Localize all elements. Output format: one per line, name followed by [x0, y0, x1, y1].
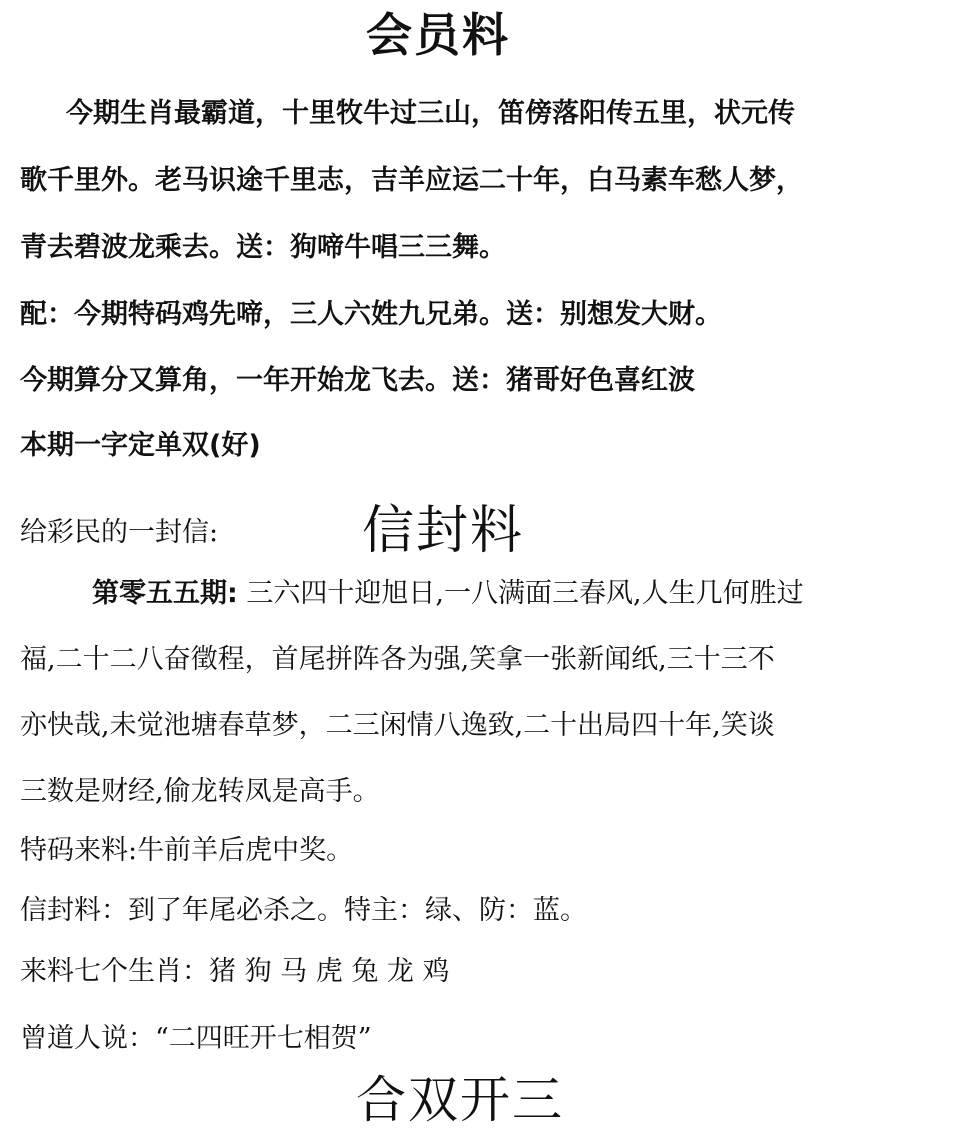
section2-line-1: [92, 580, 804, 607]
section2-line-6: 信封料：到了年尾必杀之。特主：绿、防：蓝。: [20, 895, 587, 926]
issue-label: 第零五五期:: [92, 578, 238, 609]
section1-line-2: 歌千里外。老马识途千里志，吉羊应运二十年，白马素车愁人梦，: [20, 165, 803, 196]
title-member-material: 会员料: [366, 8, 510, 62]
section1-line-3: 青去碧波龙乘去。送：狗啼牛唱三三舞。: [20, 232, 506, 263]
section2-line-5: 特码来料:牛前羊后虎中奖。: [20, 835, 354, 866]
letter-label: 给彩民的一封信:: [20, 517, 219, 548]
section1-line-6: 本期一字定单双(好): [20, 430, 261, 461]
section2-line-1-text: 三六四十迎旭日,一八满面三春风,人生几何胜过: [246, 578, 804, 609]
section2-line-3: 亦快哉,未觉池塘春草梦，二三闲情八逸致,二十出局四十年,笑谈: [20, 710, 775, 741]
title-envelope-material: 信封料: [362, 501, 525, 561]
title-footer: 合双开三: [356, 1071, 564, 1129]
section1-line-5: 今期算分又算角，一年开始龙飞去。送：猪哥好色喜红波: [20, 365, 695, 396]
section1-line-1: 今期生肖最霸道，十里牧牛过三山，笛傍落阳传五里，状元传: [66, 98, 795, 129]
section2-line-7: 来料七个生肖：猪 狗 马 虎 兔 龙 鸡: [20, 956, 450, 987]
section1-line-4: 配：今期特码鸡先啼，三人六姓九兄弟。送：别想发大财。: [20, 299, 722, 330]
section2-line-4: 三数是财经,偷龙转凤是高手。: [20, 776, 380, 807]
section2-line-2: 福,二十二八奋徵程，首尾拼阵各为强,笑拿一张新闻纸,三十三不: [20, 644, 775, 675]
section2-line-8: 曾道人说：“二四旺开七相贺”: [20, 1023, 372, 1054]
